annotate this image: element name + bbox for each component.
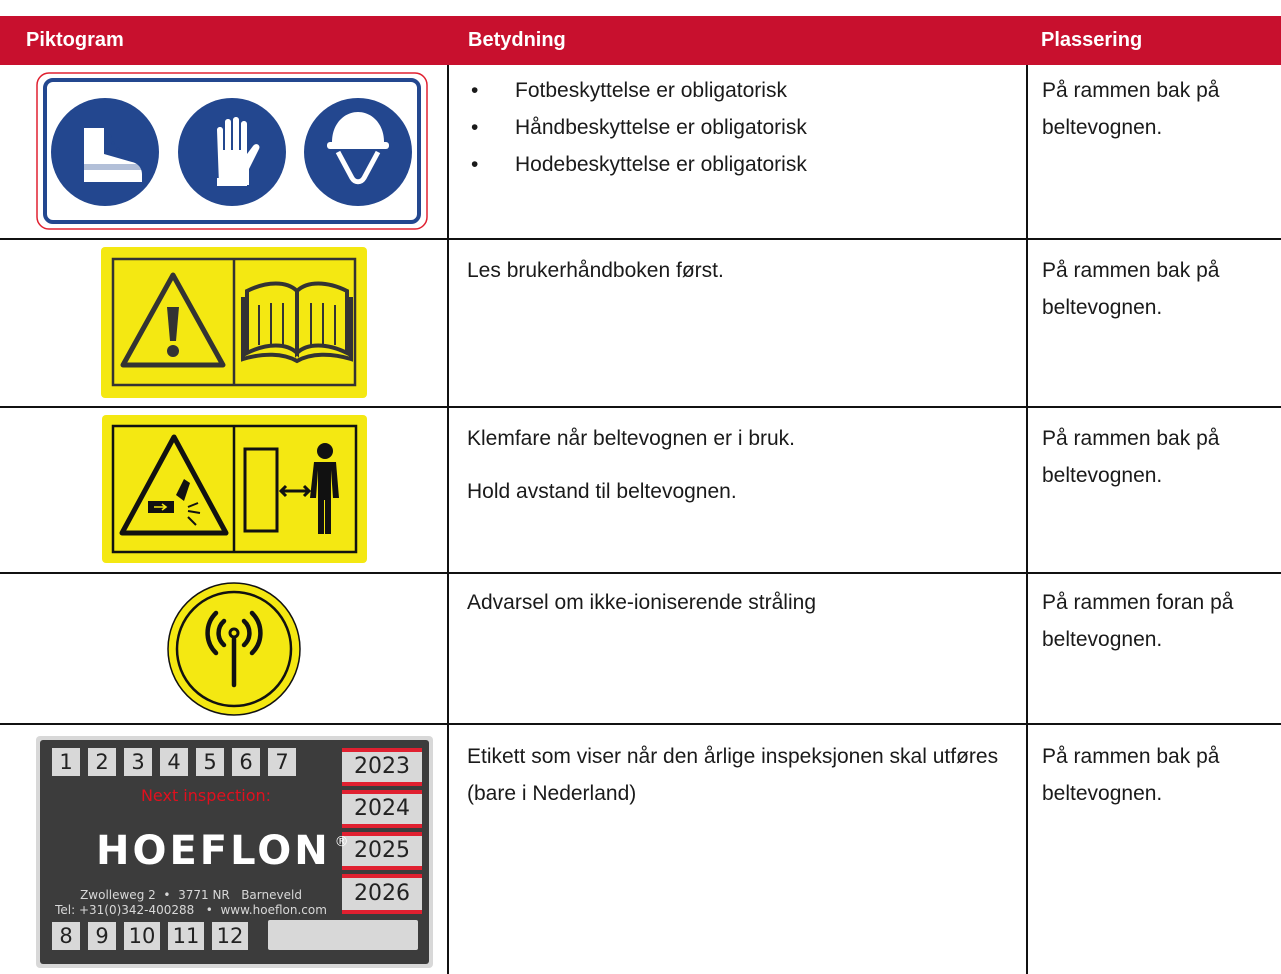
hard-hat-icon [304, 98, 412, 206]
inspection-meaning: Etikett som viser når den årlige inspeksjonen skal utføres (bare i Nederland) [467, 745, 999, 805]
crush-hazard-sign [102, 415, 367, 568]
column-divider [1026, 65, 1028, 974]
year-box: 2026 [342, 878, 422, 910]
read-manual-sign [101, 247, 367, 403]
month-box: 2 [88, 748, 116, 776]
list-item: • Hodebeskyttelse er obligatorisk [467, 146, 1007, 183]
boot-icon [51, 98, 159, 206]
glove-icon [178, 98, 286, 206]
row-divider [0, 406, 1281, 408]
table-header-meaning: Betydning [437, 16, 1017, 65]
inspection-location: På rammen bak på beltevognen. [1042, 745, 1220, 805]
month-box: 5 [196, 748, 224, 776]
contact-text: Tel: +31(0)342-400288 • www.hoeflon.com [55, 903, 327, 917]
registered-mark: ® [334, 834, 349, 850]
brand-name: HOEFLON [96, 828, 331, 874]
list-item: • Fotbeskyttelse er obligatorisk [467, 72, 1007, 109]
table-header-pictogram: Piktogram [0, 16, 437, 65]
ppe-location: På rammen bak på beltevognen. [1042, 79, 1220, 139]
radiation-location: På rammen foran på beltevognen. [1042, 591, 1234, 651]
read-manual-meaning: Les brukerhåndboken først. [467, 259, 724, 282]
month-box: 4 [160, 748, 188, 776]
ppe-meaning-list [467, 72, 1007, 183]
list-item: • Håndbeskyttelse er obligatorisk [467, 109, 1007, 146]
month-box: 8 [52, 922, 80, 950]
address-text: Zwolleweg 2 • 3771 NR Barneveld [80, 888, 302, 902]
column-divider [447, 65, 449, 974]
month-box: 7 [268, 748, 296, 776]
read-manual-location: På rammen bak på beltevognen. [1042, 259, 1220, 319]
row-divider [0, 572, 1281, 574]
month-box: 9 [88, 922, 116, 950]
crush-hazard-meaning-line: Hold avstand til beltevognen. [467, 480, 737, 503]
row-divider [0, 238, 1281, 240]
radiation-meaning: Advarsel om ikke-ioniserende stråling [467, 591, 816, 614]
month-box: 6 [232, 748, 260, 776]
crush-hazard-meaning-line: Klemfare når beltevognen er i bruk. [467, 427, 796, 450]
year-box: 2023 [342, 752, 422, 782]
crush-hazard-meaning [467, 420, 1007, 510]
brand-logo [96, 820, 349, 874]
year-box: 2024 [342, 794, 422, 824]
crush-hazard-location: På rammen bak på beltevognen. [1042, 427, 1220, 487]
row-divider [0, 723, 1281, 725]
month-box: 1 [52, 748, 80, 776]
ppe-mandatory-sign [36, 72, 428, 235]
radiation-sign [166, 581, 302, 722]
month-box: 3 [124, 748, 152, 776]
next-inspection-text: Next inspection: [140, 786, 272, 805]
month-box: 11 [168, 922, 204, 950]
month-box: 12 [212, 922, 248, 950]
table-header-location: Plassering [1017, 16, 1281, 65]
year-box: 2025 [342, 836, 422, 866]
inspection-label [36, 736, 433, 968]
month-box: 10 [124, 922, 160, 950]
